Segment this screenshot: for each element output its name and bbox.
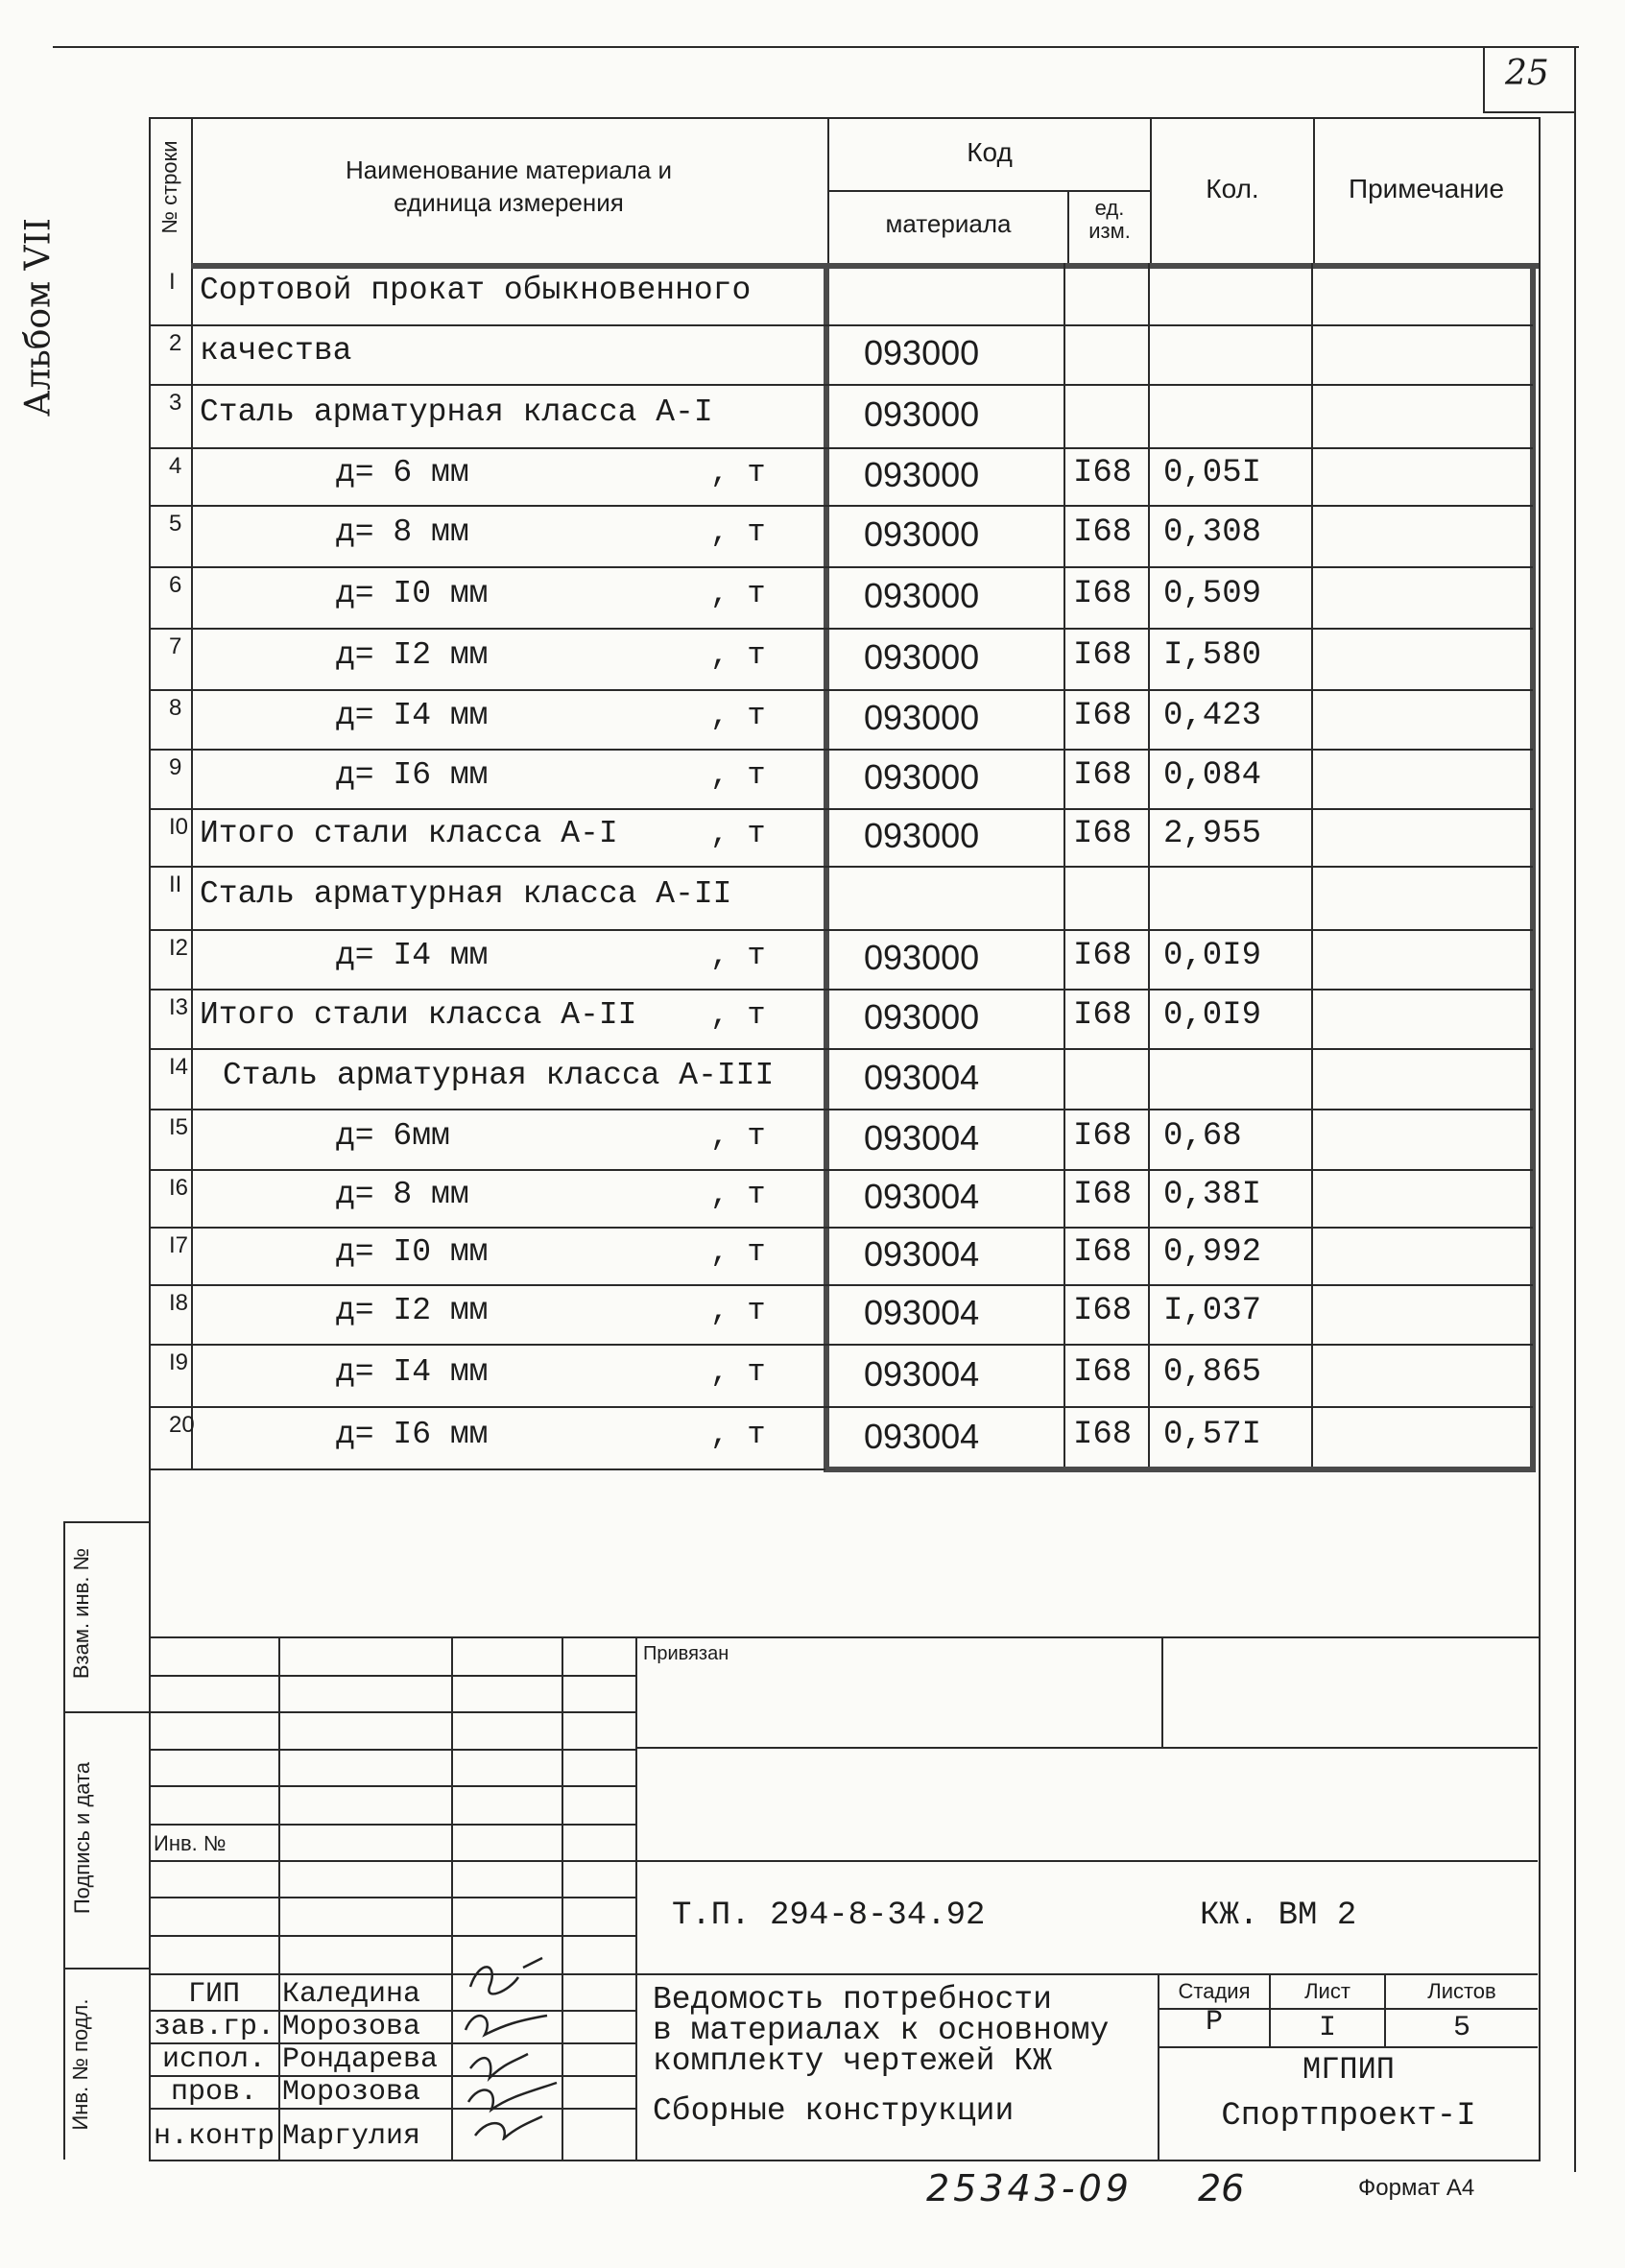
- row-quantity: I,037: [1163, 1293, 1262, 1329]
- row-number: I9: [169, 1349, 189, 1375]
- row-separator: [149, 566, 1533, 568]
- col-rowno-sep: [191, 117, 193, 1470]
- tb-stage-bottom: [1158, 2046, 1538, 2048]
- tb-top: [149, 1636, 1539, 1638]
- tb-subtitle: Сборные конструкции: [653, 2093, 1015, 2129]
- row-quantity: 0,084: [1163, 757, 1262, 794]
- row-separator: [149, 989, 1533, 991]
- row-unit-separator: , т: [710, 455, 766, 490]
- tb-sheet-label: Лист: [1304, 1979, 1350, 2003]
- row-separator: [149, 1284, 1533, 1286]
- tb-left-r4: [149, 1785, 635, 1787]
- row-material-code: 093000: [864, 816, 980, 855]
- tb-left-r8: [149, 1935, 635, 1937]
- row-material-code: 093000: [864, 514, 980, 554]
- tb-stage-label: Стадия: [1178, 1979, 1251, 2003]
- tb-inv-no: Инв. №: [154, 1831, 227, 1855]
- tb-left-r7: [149, 1897, 635, 1898]
- tb-bottom: [149, 2160, 1541, 2161]
- row-separator: [149, 1227, 1533, 1229]
- row-number: I2: [169, 935, 189, 961]
- row-unit-code: I68: [1073, 1416, 1133, 1453]
- row-number: I7: [169, 1232, 189, 1258]
- row-material-code: 093000: [864, 938, 980, 977]
- tb-left-r2: [149, 1711, 635, 1713]
- tb-org-line2: Спортпроект-I: [1221, 2098, 1476, 2135]
- row-unit-code: I68: [1073, 1177, 1133, 1213]
- row-unit-code: I68: [1073, 1234, 1133, 1271]
- row-material-name: Итого стали класса А-I: [200, 816, 618, 851]
- row-material-name: д= I2 мм: [336, 637, 489, 673]
- table-left-border: [149, 117, 151, 2161]
- header-row-no: № строки: [157, 140, 181, 234]
- sheet-number-box-left: [1483, 46, 1485, 113]
- tb-stage-value: Р: [1205, 2006, 1223, 2039]
- row-number: I3: [169, 994, 189, 1020]
- row-material-code: 093000: [864, 698, 980, 737]
- row-unit-separator: , т: [710, 1293, 766, 1328]
- header-bottom: [191, 263, 1539, 269]
- signatory-role: н.контр: [153, 2121, 275, 2152]
- row-quantity: 0,865: [1163, 1353, 1262, 1391]
- row-material-name: д= I4 мм: [336, 698, 489, 733]
- signatory-name: Рондарева: [282, 2044, 439, 2075]
- header-name-line2: единица измерения: [394, 188, 624, 217]
- row-number: I4: [169, 1054, 189, 1080]
- row-unit-separator: , т: [710, 1416, 766, 1452]
- row-number: I: [169, 269, 176, 295]
- row-unit-code: I68: [1073, 816, 1133, 852]
- row-separator: [149, 384, 1533, 386]
- row-unit-code: I68: [1073, 576, 1133, 612]
- row-material-code: 093000: [864, 757, 980, 797]
- row-quantity: 0,05I: [1163, 455, 1262, 491]
- row-material-code: 093000: [864, 997, 980, 1037]
- row-material-name: д= I4 мм: [336, 1353, 489, 1390]
- code-sub-sep: [827, 190, 1150, 192]
- row-material-code: 093004: [864, 1234, 980, 1274]
- row-unit-separator: , т: [710, 816, 766, 851]
- side-stamp-left: [63, 1521, 65, 2160]
- tb-title-line3: комплекту чертежей КЖ: [653, 2043, 1052, 2079]
- row-material-name: д= I2 мм: [336, 1293, 489, 1328]
- row-material-code: 093000: [864, 637, 980, 677]
- row-quantity: 0,423: [1163, 698, 1262, 734]
- table-right-border: [1539, 117, 1541, 2161]
- tb-c4: [635, 1636, 637, 2160]
- row-unit-code: I68: [1073, 1353, 1133, 1391]
- row-quantity: 0,57I: [1163, 1416, 1262, 1453]
- row-separator: [149, 1406, 1533, 1408]
- tb-title-line2: в материалах к основному: [653, 2013, 1110, 2048]
- sheet-number: 25: [1505, 54, 1549, 93]
- row-material-name: д= I0 мм: [336, 1234, 489, 1270]
- signatory-name: Каледина: [282, 1979, 421, 2010]
- row-quantity: 0,0I9: [1163, 997, 1262, 1034]
- row-quantity: 0,38I: [1163, 1177, 1262, 1213]
- header-code-unit-2: изм.: [1088, 219, 1131, 243]
- row-material-name: Сталь арматурная класса А-II: [200, 876, 732, 912]
- tb-set-mark: КЖ. ВМ 2: [1200, 1898, 1357, 1934]
- row-unit-separator: , т: [710, 1353, 766, 1390]
- row-number: 3: [169, 390, 182, 416]
- row-unit-separator: , т: [710, 576, 766, 611]
- row-material-code: 093004: [864, 1057, 980, 1097]
- row-unit-code: I68: [1073, 514, 1133, 551]
- signature-scribbles: [451, 1948, 566, 2140]
- row-material-name: д= I6 мм: [336, 757, 489, 793]
- footer-handwritten-page: 26: [1198, 2167, 1245, 2209]
- row-number: 4: [169, 453, 182, 479]
- header-quantity: Кол.: [1206, 174, 1259, 203]
- tb-code-top: [635, 1860, 1538, 1862]
- signatory-name: Морозова: [282, 2012, 421, 2042]
- header-code-material: материала: [885, 209, 1012, 238]
- row-material-name: д= 6 мм: [336, 455, 469, 490]
- row-number: 7: [169, 633, 182, 659]
- row-unit-separator: , т: [710, 698, 766, 733]
- row-number: 8: [169, 695, 182, 721]
- table-body-bottom: [824, 1467, 1536, 1472]
- row-unit-separator: , т: [710, 1177, 766, 1212]
- row-material-code: 093000: [864, 576, 980, 615]
- row-unit-separator: , т: [710, 757, 766, 793]
- row-unit-code: I68: [1073, 938, 1133, 974]
- row-quantity: 0,509: [1163, 576, 1262, 612]
- row-material-name: д= I4 мм: [336, 938, 489, 973]
- row-unit-code: I68: [1073, 1293, 1133, 1329]
- side-stamp-vzam-inv: Взам. инв. №: [69, 1547, 93, 1680]
- row-quantity: 2,955: [1163, 816, 1262, 852]
- row-unit-separator: , т: [710, 1234, 766, 1270]
- row-unit-code: I68: [1073, 757, 1133, 794]
- tb-sheet-value: I: [1318, 2012, 1336, 2044]
- row-quantity: 0,992: [1163, 1234, 1262, 1271]
- row-separator: [149, 447, 1533, 449]
- footer-handwritten-number: 25343-09: [926, 2167, 1133, 2209]
- signatory-role: пров.: [170, 2077, 257, 2108]
- tb-sheets-label: Листов: [1427, 1979, 1496, 2003]
- sheet-number-box-bottom: [1483, 111, 1576, 113]
- tb-left-r5: [149, 1824, 635, 1826]
- tb-code-bottom: [635, 1973, 1538, 1975]
- footer-format: Формат А4: [1358, 2175, 1475, 2201]
- row-material-code: 093004: [864, 1416, 980, 1456]
- tb-left-r3: [149, 1749, 635, 1751]
- row-material-code: 093004: [864, 1117, 980, 1158]
- signatory-name: Маргулия: [282, 2121, 421, 2152]
- table-body-bottom-thin: [149, 1468, 825, 1470]
- row-separator: [149, 1109, 1533, 1110]
- header-name-line1: Наименование материала и: [345, 155, 673, 184]
- album-label: Альбом VII: [18, 218, 59, 417]
- signatory-role: зав.гр.: [153, 2012, 275, 2042]
- row-material-name: Сталь арматурная класса А-I: [200, 394, 713, 430]
- row-separator: [149, 749, 1533, 751]
- side-stamp-sep1: [63, 1711, 150, 1713]
- row-separator: [149, 505, 1533, 507]
- row-material-code: 093004: [864, 1353, 980, 1394]
- row-material-name: д= I0 мм: [336, 576, 489, 611]
- signatory-role: ГИП: [187, 1979, 240, 2010]
- row-unit-code: I68: [1073, 997, 1133, 1034]
- side-stamp-inv-podl: Инв. № подл.: [68, 1998, 92, 2131]
- row-separator: [149, 628, 1533, 630]
- signatory-role: испол.: [161, 2044, 267, 2075]
- row-material-name: Сортовой прокат обыкновенного: [200, 273, 752, 308]
- row-number: I6: [169, 1175, 189, 1201]
- tb-sheets-value: 5: [1452, 2012, 1470, 2044]
- row-number: 2: [169, 330, 182, 356]
- row-number: 9: [169, 754, 182, 780]
- row-separator: [149, 1344, 1533, 1346]
- row-unit-separator: , т: [710, 637, 766, 673]
- row-unit-separator: , т: [710, 1117, 766, 1154]
- row-material-name: качества: [200, 333, 352, 369]
- tb-org-line1: МГПИП: [1302, 2052, 1395, 2088]
- header-code: Код: [967, 137, 1013, 167]
- row-separator: [149, 689, 1533, 691]
- tb-privyazan-bottom: [635, 1747, 1538, 1749]
- side-stamp-podpis-data: Подпись и дата: [70, 1761, 94, 1915]
- row-material-code: 093004: [864, 1293, 980, 1332]
- row-material-name: д= I6 мм: [336, 1416, 489, 1452]
- tb-left-r1: [149, 1675, 635, 1677]
- code-col-left: [824, 263, 829, 1472]
- row-number: 6: [169, 572, 182, 598]
- row-separator: [149, 866, 1533, 868]
- top-border: [53, 46, 1579, 48]
- row-material-code: 093000: [864, 394, 980, 434]
- tb-privyazan: Привязан: [643, 1643, 729, 1664]
- row-material-code: 093000: [864, 333, 980, 372]
- row-separator: [149, 324, 1533, 326]
- row-number: 5: [169, 511, 182, 537]
- row-number: I8: [169, 1290, 189, 1316]
- tb-document-code: Т.П. 294-8-34.92: [672, 1898, 986, 1934]
- header-note: Примечание: [1348, 174, 1505, 203]
- row-unit-code: I68: [1073, 455, 1133, 491]
- row-number: 20: [169, 1412, 195, 1438]
- row-separator: [149, 1169, 1533, 1171]
- tb-title-line1: Ведомость потребности: [653, 1982, 1052, 2017]
- row-separator: [149, 808, 1533, 810]
- row-number: I0: [169, 814, 189, 840]
- row-material-name: Итого стали класса А-II: [200, 997, 637, 1033]
- tb-left-r6: [149, 1860, 635, 1862]
- row-material-code: 093004: [864, 1177, 980, 1216]
- signatory-name: Морозова: [282, 2077, 421, 2108]
- row-unit-separator: , т: [710, 938, 766, 973]
- row-unit-separator: , т: [710, 997, 766, 1033]
- row-quantity: I,580: [1163, 637, 1262, 674]
- row-material-name: д= 6мм: [336, 1117, 450, 1154]
- note-col-right: [1530, 263, 1536, 1472]
- row-unit-code: I68: [1073, 637, 1133, 674]
- row-material-name: Сталь арматурная класса А-III: [223, 1057, 775, 1093]
- row-material-name: д= 8 мм: [336, 1177, 469, 1212]
- row-unit-separator: , т: [710, 514, 766, 550]
- row-separator: [149, 929, 1533, 931]
- row-quantity: 0,0I9: [1163, 938, 1262, 974]
- sheet-number-box-right: [1574, 46, 1576, 2172]
- row-unit-code: I68: [1073, 1117, 1133, 1155]
- row-quantity: 0,308: [1163, 514, 1262, 551]
- row-number: I5: [169, 1114, 189, 1140]
- row-material-code: 093000: [864, 455, 980, 494]
- table-top-border: [149, 117, 1541, 119]
- header-code-unit-1: ед.: [1094, 196, 1125, 220]
- row-quantity: 0,68: [1163, 1117, 1242, 1155]
- row-material-name: д= 8 мм: [336, 514, 469, 550]
- tb-privyazan-right: [1161, 1636, 1163, 1747]
- row-unit-code: I68: [1073, 698, 1133, 734]
- row-number: II: [169, 871, 182, 897]
- row-separator: [149, 1048, 1533, 1050]
